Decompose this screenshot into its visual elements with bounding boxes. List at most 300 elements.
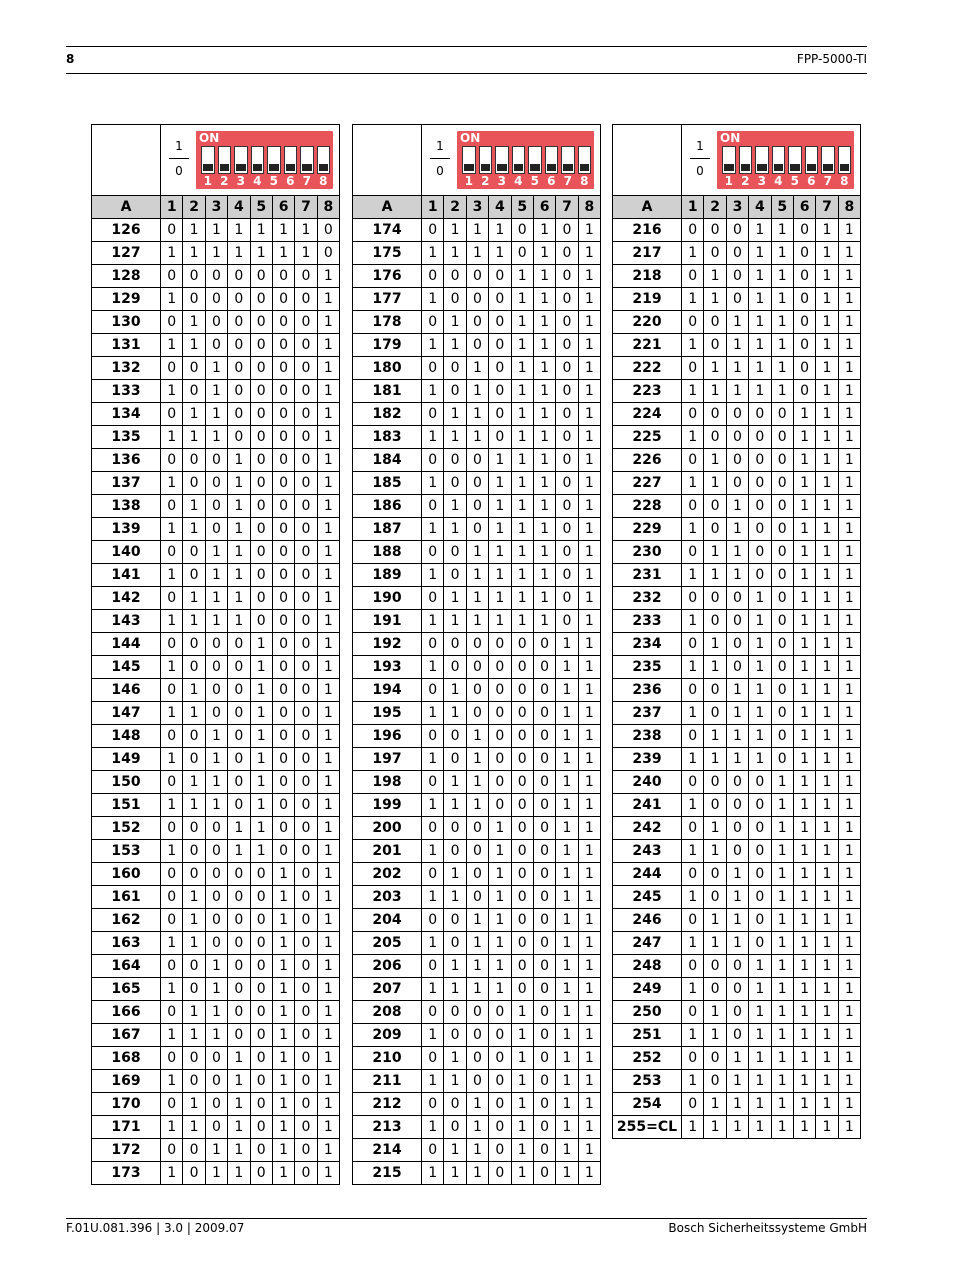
switch-value-cell: 0 [183,1162,205,1185]
address-cell: 234 [613,633,682,656]
switch-value-cell: 1 [466,794,488,817]
switch-value-cell: 0 [726,978,748,1001]
switch-value-cell: 1 [726,863,748,886]
switch-value-cell: 0 [466,495,488,518]
switch-value-cell: 0 [704,955,726,978]
switch-value-cell: 0 [250,1139,272,1162]
switch-value-cell: 1 [556,725,578,748]
address-cell: 215 [353,1162,422,1185]
table-row [353,794,601,817]
switch-value-cell: 0 [250,587,272,610]
switch-value-cell: 0 [704,679,726,702]
switch-value-cell: 0 [272,334,294,357]
switch-value-cell: 0 [682,495,704,518]
switch-knob [563,164,573,171]
switch-value-cell: 0 [726,219,748,242]
switch-value-cell: 0 [161,403,183,426]
address-cell: 186 [353,495,422,518]
switch-value-cell: 0 [272,380,294,403]
switch-value-cell: 0 [726,633,748,656]
switch-value-cell: 1 [317,771,339,794]
switch-value-cell: 1 [272,219,294,242]
switch-value-cell: 1 [749,633,771,656]
switch-value-cell: 1 [578,380,600,403]
column-header-switch: 1 [682,196,704,219]
address-cell: 172 [92,1139,161,1162]
switch-value-cell: 0 [556,311,578,334]
address-cell: 152 [92,817,161,840]
switch-value-cell: 1 [749,702,771,725]
switch-value-cell: 0 [466,1070,488,1093]
address-cell: 168 [92,1047,161,1070]
switch-value-cell: 0 [533,656,555,679]
switch-value-cell: 1 [422,1070,444,1093]
table-row [613,265,861,288]
switch-value-cell: 1 [704,932,726,955]
switch-value-cell: 1 [205,587,227,610]
switch-value-cell: 1 [161,564,183,587]
switch-value-cell: 1 [422,702,444,725]
switch-value-cell: 1 [578,748,600,771]
address-cell: 183 [353,426,422,449]
switch-value-cell: 0 [295,840,317,863]
switch-value-cell: 1 [816,357,838,380]
switch-value-cell: 0 [295,288,317,311]
switch-value-cell: 1 [272,1070,294,1093]
switch-value-cell: 1 [749,679,771,702]
switch-value-cell: 1 [704,449,726,472]
switch-value-cell: 0 [295,748,317,771]
switch-value-cell: 1 [771,380,793,403]
address-cell: 198 [353,771,422,794]
switch-value-cell: 0 [771,679,793,702]
table-row [613,1024,861,1047]
switch-slots [722,146,851,174]
switch-value-cell: 0 [183,1139,205,1162]
switch-value-cell: 1 [533,426,555,449]
switch-value-cell: 0 [556,472,578,495]
switch-value-cell: 1 [749,1093,771,1116]
switch-value-cell: 0 [422,495,444,518]
switch-value-cell: 1 [466,1162,488,1185]
switch-value-cell: 0 [466,1024,488,1047]
column-header-switch: 5 [771,196,793,219]
switch-value-cell: 1 [161,426,183,449]
switch-value-cell: 1 [816,633,838,656]
switch-value-cell: 0 [533,771,555,794]
address-cell: 173 [92,1162,161,1185]
switch-value-cell: 0 [295,541,317,564]
switch-value-cell: 1 [183,219,205,242]
switch-value-cell: 1 [793,495,815,518]
table-row [353,840,601,863]
switch-value-cell: 1 [317,1024,339,1047]
address-cell: 182 [353,403,422,426]
switch-value-cell: 0 [183,748,205,771]
switch-value-cell: 0 [726,771,748,794]
switch-value-cell: 0 [704,702,726,725]
switch-value-cell: 1 [816,955,838,978]
switch-value-cell: 0 [466,472,488,495]
switch-value-cell: 1 [793,932,815,955]
switch-value-cell: 1 [183,1024,205,1047]
switch-value-cell: 1 [533,518,555,541]
switch-value-cell: 0 [511,219,533,242]
page-number: 8 [66,52,75,66]
switch-value-cell: 1 [466,403,488,426]
switch-value-cell: 1 [161,242,183,265]
switch-value-cell: 1 [578,840,600,863]
switch-value-cell: 0 [749,771,771,794]
address-cell: 250 [613,1001,682,1024]
switch-value-cell: 0 [205,633,227,656]
switch-value-cell: 1 [272,863,294,886]
table-row [613,1047,861,1070]
switch-value-cell: 0 [793,311,815,334]
address-cell: 147 [92,702,161,725]
switch-value-cell: 0 [489,748,511,771]
switch-value-cell: 0 [295,334,317,357]
switch-value-cell: 0 [250,265,272,288]
switch-value-cell: 0 [556,426,578,449]
switch-value-cell: 0 [489,702,511,725]
switch-value-cell: 0 [489,1001,511,1024]
switch-value-cell: 0 [272,679,294,702]
switch-value-cell: 1 [444,702,466,725]
switch-value-cell: 1 [161,978,183,1001]
switch-value-cell: 0 [771,472,793,495]
switch-value-cell: 0 [295,886,317,909]
switch-value-cell: 0 [295,633,317,656]
switch-value-cell: 0 [272,771,294,794]
switch-value-cell: 1 [838,978,860,1001]
switch-value-cell: 1 [533,472,555,495]
address-cell: 208 [353,1001,422,1024]
switch-value-cell: 0 [250,426,272,449]
switch-value-cell: 1 [533,541,555,564]
switch-value-cell: 0 [228,886,250,909]
address-cell: 254 [613,1093,682,1116]
switch-value-cell: 1 [726,518,748,541]
address-cell: 224 [613,403,682,426]
switch-value-cell: 1 [816,679,838,702]
switch-value-cell: 1 [816,311,838,334]
address-cell: 226 [613,449,682,472]
switch-value-cell: 1 [816,794,838,817]
switch-value-cell: 0 [726,288,748,311]
switch-value-cell: 1 [793,978,815,1001]
switch-value-cell: 1 [317,886,339,909]
switch-value-cell: 0 [556,357,578,380]
switch-value-cell: 1 [317,288,339,311]
switch-value-cell: 0 [250,311,272,334]
column-header-switch: 6 [533,196,555,219]
switch-value-cell: 0 [489,725,511,748]
switch-value-cell: 0 [250,541,272,564]
switch-value-cell: 0 [556,334,578,357]
switch-value-cell: 1 [704,1001,726,1024]
switch-value-cell: 0 [749,863,771,886]
address-cell: 194 [353,679,422,702]
switch-number: 8 [319,174,328,188]
switch-value-cell: 1 [816,1047,838,1070]
switch-value-cell: 1 [317,1001,339,1024]
switch-value-cell: 1 [749,1001,771,1024]
switch-value-cell: 0 [250,1047,272,1070]
switch-value-cell: 0 [533,1047,555,1070]
switch-value-cell: 0 [444,909,466,932]
switch-value-cell: 0 [183,449,205,472]
switch-value-cell: 0 [295,1162,317,1185]
table-row [613,725,861,748]
switch-value-cell: 0 [161,219,183,242]
table-row [353,219,601,242]
table-row [353,311,601,334]
switch-value-cell: 0 [295,403,317,426]
switch-value-cell: 0 [250,564,272,587]
switch-number: 7 [302,174,311,188]
address-cell: 213 [353,1116,422,1139]
switch-numbers [201,175,330,188]
switch-value-cell: 1 [816,403,838,426]
address-cell: 227 [613,472,682,495]
address-cell: 221 [613,334,682,357]
switch-value-cell: 1 [556,909,578,932]
table-row [613,886,861,909]
switch-value-cell: 1 [317,633,339,656]
switch-value-cell: 1 [771,955,793,978]
switch-value-cell: 1 [771,1024,793,1047]
address-cell: 167 [92,1024,161,1047]
switch-value-cell: 0 [228,426,250,449]
switch-value-cell: 1 [317,794,339,817]
switch-value-cell: 0 [444,932,466,955]
switch-value-cell: 0 [295,1001,317,1024]
table-row [92,886,340,909]
switch-value-cell: 1 [317,357,339,380]
switch-value-cell: 1 [422,610,444,633]
table-row [613,1093,861,1116]
switch-value-cell: 0 [228,334,250,357]
address-cell: 206 [353,955,422,978]
table-row [92,909,340,932]
switch-value-cell: 0 [489,311,511,334]
address-cell: 136 [92,449,161,472]
switch-value-cell: 0 [511,886,533,909]
address-cell: 199 [353,794,422,817]
switch-value-cell: 0 [161,1047,183,1070]
switch-value-cell: 1 [511,380,533,403]
switch-slots [462,146,591,174]
switch-value-cell: 1 [726,679,748,702]
switch-value-cell: 0 [444,1093,466,1116]
address-cell: 141 [92,564,161,587]
column-header-switch: 3 [466,196,488,219]
column-header-switch: 6 [272,196,294,219]
switch-value-cell: 0 [444,380,466,403]
table-row [613,817,861,840]
address-cell: 140 [92,541,161,564]
table-row [353,495,601,518]
switch-value-cell: 0 [489,1024,511,1047]
address-cell: 242 [613,817,682,840]
switch-value-cell: 1 [578,564,600,587]
switch-value-cell: 1 [183,1001,205,1024]
switch-value-cell: 1 [793,840,815,863]
switch-value-cell: 1 [317,1162,339,1185]
switch-value-cell: 0 [682,403,704,426]
switch-value-cell: 1 [771,334,793,357]
switch-value-cell: 1 [578,1139,600,1162]
table-row [353,1116,601,1139]
switch-value-cell: 0 [161,1139,183,1162]
column-header-address: A [613,196,682,219]
switch-value-cell: 1 [444,610,466,633]
switch-value-cell: 0 [272,495,294,518]
switch-knob [286,164,296,171]
switch-value-cell: 1 [838,840,860,863]
table-row [353,242,601,265]
switch-value-cell: 0 [272,817,294,840]
switch-value-cell: 1 [466,909,488,932]
switch-value-cell: 1 [228,1116,250,1139]
switch-value-cell: 1 [816,541,838,564]
switch-value-cell: 1 [489,886,511,909]
switch-value-cell: 1 [682,794,704,817]
switch-value-cell: 1 [838,518,860,541]
switch-value-cell: 0 [422,311,444,334]
switch-value-cell: 1 [205,1139,227,1162]
switch-value-cell: 1 [533,380,555,403]
switch-value-cell: 1 [317,679,339,702]
switch-value-cell: 1 [816,242,838,265]
table-row [353,702,601,725]
table-row [613,380,861,403]
switch-value-cell: 1 [816,840,838,863]
switch-value-cell: 1 [205,794,227,817]
switch-value-cell: 0 [272,426,294,449]
address-cell: 126 [92,219,161,242]
switch-value-cell: 0 [295,794,317,817]
switch-value-cell: 0 [556,564,578,587]
switch-lever [462,146,476,174]
table-row [92,978,340,1001]
switch-value-cell: 0 [749,495,771,518]
address-cell: 150 [92,771,161,794]
switch-lever [561,146,575,174]
switch-number: 1 [464,174,473,188]
switch-value-cell: 1 [317,472,339,495]
switch-value-cell: 1 [771,886,793,909]
switch-value-cell: 1 [838,357,860,380]
switch-value-cell: 1 [578,771,600,794]
switch-value-cell: 0 [466,817,488,840]
table-row [353,334,601,357]
switch-value-cell: 1 [272,242,294,265]
switch-value-cell: 1 [317,1139,339,1162]
switch-value-cell: 1 [317,265,339,288]
switch-value-cell: 1 [511,1093,533,1116]
switch-value-cell: 0 [422,219,444,242]
switch-value-cell: 1 [317,748,339,771]
switch-value-cell: 0 [250,932,272,955]
switch-value-cell: 1 [816,725,838,748]
switch-value-cell: 0 [161,1001,183,1024]
switch-value-cell: 0 [272,725,294,748]
switch-value-cell: 0 [749,817,771,840]
switch-value-cell: 0 [466,265,488,288]
switch-value-cell: 0 [726,794,748,817]
switch-value-cell: 0 [228,679,250,702]
switch-value-cell: 1 [771,1001,793,1024]
switch-value-cell: 1 [161,1116,183,1139]
table-row [353,1093,601,1116]
address-cell: 171 [92,1116,161,1139]
switch-value-cell: 1 [838,1001,860,1024]
switch-value-cell: 1 [228,587,250,610]
switch-value-cell: 1 [228,1139,250,1162]
table-row [613,1070,861,1093]
switch-value-cell: 0 [533,863,555,886]
switch-value-cell: 1 [317,1047,339,1070]
switch-value-cell: 1 [228,1070,250,1093]
switch-value-cell: 1 [749,219,771,242]
table-row [92,1162,340,1185]
switch-value-cell: 1 [228,541,250,564]
switch-knob [774,164,784,171]
table-row [353,817,601,840]
table-row [92,518,340,541]
switch-value-cell: 0 [444,541,466,564]
switch-value-cell: 0 [205,449,227,472]
table-row [92,1047,340,1070]
switch-value-cell: 1 [556,955,578,978]
switch-knob [464,164,474,171]
switch-value-cell: 1 [489,955,511,978]
switch-value-cell: 0 [183,541,205,564]
table-row [613,633,861,656]
switch-value-cell: 0 [161,495,183,518]
switch-value-cell: 0 [161,311,183,334]
switch-value-cell: 0 [771,403,793,426]
switch-lever [201,146,215,174]
switch-value-cell: 1 [228,1093,250,1116]
switch-value-cell: 1 [444,1047,466,1070]
switch-value-cell: 1 [228,840,250,863]
switch-value-cell: 0 [556,449,578,472]
switch-value-cell: 1 [726,932,748,955]
switch-value-cell: 1 [317,564,339,587]
table-row [613,794,861,817]
switch-value-cell: 1 [578,863,600,886]
table-row [613,426,861,449]
switch-value-cell: 1 [726,541,748,564]
address-cell: 217 [613,242,682,265]
table-row [92,932,340,955]
switch-value-cell: 0 [250,449,272,472]
address-cell: 211 [353,1070,422,1093]
switch-value-cell: 0 [771,541,793,564]
switch-value-cell: 0 [726,656,748,679]
switch-value-cell: 0 [205,288,227,311]
switch-value-cell: 0 [749,472,771,495]
switch-value-cell: 0 [682,587,704,610]
switch-value-cell: 1 [771,909,793,932]
switch-value-cell: 0 [183,288,205,311]
switch-lever [788,146,802,174]
switch-value-cell: 1 [205,748,227,771]
switch-number: 7 [563,174,572,188]
